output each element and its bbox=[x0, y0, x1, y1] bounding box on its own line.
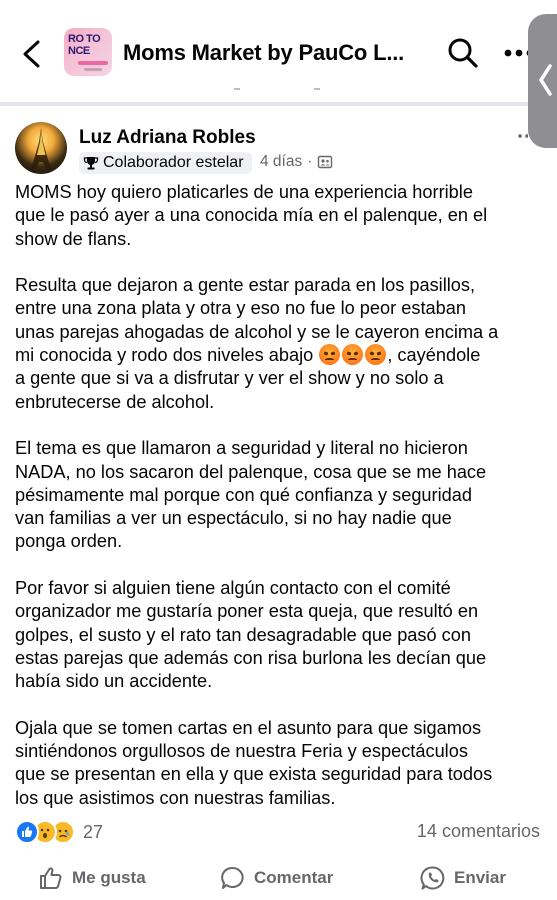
post-text-line: Por favor si alguien tiene algún contacto con el comité bbox=[15, 578, 451, 599]
group-thumbnail-text-1: RO TO bbox=[68, 33, 101, 45]
comments-count[interactable]: 14 comentarios bbox=[416, 821, 540, 841]
post-text-line: golpes, el susto y el rato tan desagradable que pasó con bbox=[15, 624, 472, 645]
like-button[interactable] bbox=[38, 858, 146, 898]
like-label: Me gusta bbox=[72, 868, 146, 887]
whatsapp-icon bbox=[420, 865, 446, 891]
post-text-line: sintiéndonos orgullosos de nuestra Feria y espectáculos bbox=[15, 741, 468, 762]
comment-icon bbox=[220, 865, 246, 891]
post-text-line: El tema es que llamaron a seguridad y literal no hicieron bbox=[15, 438, 468, 459]
top-bar bbox=[0, 0, 557, 104]
group-thumbnail-text-2: NCE bbox=[68, 45, 90, 57]
eiffel-tower-image bbox=[15, 122, 67, 174]
post-paragraph bbox=[15, 437, 543, 553]
post-options-icon[interactable] bbox=[518, 134, 528, 138]
post-paragraph bbox=[15, 181, 543, 251]
post-text-line: enbrutecerse de alcohol. bbox=[15, 391, 215, 412]
post-text-line: organizador me gustaría poner esta queja, que resultó en bbox=[15, 601, 479, 622]
angry-face-emoji-icon bbox=[365, 344, 386, 365]
post-paragraph bbox=[15, 717, 543, 810]
post-text-line: MOMS hoy quiero platicarles de una experiencia horrible bbox=[15, 182, 473, 202]
post-text-line: ponga orden. bbox=[15, 531, 123, 552]
post-text-line: Resulta que dejaron a gente estar parada en los pasillos, bbox=[15, 275, 476, 296]
badge-label: Colaborador estelar bbox=[103, 154, 244, 171]
post-text-line: Ojala que se tomen cartas en el asunto para que sigamos bbox=[15, 717, 482, 738]
post-text-line: mi conocida y rodo dos niveles abajo bbox=[15, 345, 314, 366]
back-arrow-icon[interactable] bbox=[18, 38, 46, 70]
post-text-line: pésimamente mal porque con qué confianza y seguridad bbox=[15, 484, 472, 505]
side-panel-chevron-icon bbox=[536, 62, 554, 98]
send-label: Enviar bbox=[454, 868, 506, 887]
post-text-line: que le pasó ayer a una conocida mía en el palenque, en el bbox=[15, 205, 488, 226]
group-privacy-icon bbox=[317, 154, 333, 170]
post-text-line: había sido un accidente. bbox=[15, 671, 213, 692]
author-name[interactable]: Luz Adriana Robles bbox=[79, 127, 256, 148]
post-meta bbox=[260, 153, 333, 171]
more-icon[interactable] bbox=[503, 46, 529, 60]
send-whatsapp-button[interactable] bbox=[420, 858, 506, 898]
post-text-fragment: , cayéndole bbox=[387, 345, 481, 366]
divider-mark bbox=[314, 88, 320, 90]
post-text-line: unas parejas ahogadas de alcohol y se le cayeron encima a bbox=[15, 321, 499, 342]
header-divider bbox=[0, 102, 528, 106]
angry-face-emoji-icon bbox=[319, 344, 340, 365]
post-text-line: los que asistimos con nuestras familias. bbox=[15, 787, 336, 808]
post-time[interactable]: 4 días bbox=[260, 153, 303, 170]
post-text-line: NADA, no los sacaron del palenque, cosa que se me hace bbox=[15, 461, 487, 482]
post-paragraph bbox=[15, 577, 543, 693]
post-text-line: estas parejas que además con risa burlona les decían que bbox=[15, 647, 487, 668]
action-bar bbox=[0, 858, 557, 898]
search-icon[interactable] bbox=[446, 36, 480, 70]
post-text-line: show de flans. bbox=[15, 228, 132, 249]
contributor-badge[interactable] bbox=[79, 152, 252, 174]
like-reaction-icon bbox=[15, 820, 39, 844]
reaction-count: 27 bbox=[83, 821, 104, 842]
post-body bbox=[15, 181, 543, 833]
avatar[interactable] bbox=[15, 122, 67, 174]
group-title[interactable]: Moms Market by PauCo L... bbox=[123, 40, 405, 65]
meta-separator: · bbox=[307, 153, 313, 170]
post-text-line: van familias a ver un espectáculo, si no hay nadie que bbox=[15, 508, 452, 529]
thumbnail-decoration bbox=[84, 68, 102, 71]
post-text-line: a gente que si va a disfrutar y ver el show y no solo a bbox=[15, 368, 444, 389]
angry-face-emoji-icon bbox=[342, 344, 363, 365]
divider-mark bbox=[234, 88, 240, 90]
post-text-line: entre una zona plata y otra y eso no fue lo peor estaban bbox=[15, 298, 466, 319]
post-paragraph bbox=[15, 274, 543, 414]
comment-label: Comentar bbox=[254, 868, 334, 887]
trophy-icon bbox=[83, 155, 99, 171]
comment-button[interactable] bbox=[220, 858, 333, 898]
thumbs-up-icon bbox=[38, 865, 64, 891]
group-thumbnail[interactable] bbox=[64, 28, 112, 76]
post-text-line: que se presentan en ella y que exista seguridad para todos bbox=[15, 764, 493, 785]
thumbnail-decoration bbox=[78, 61, 108, 65]
side-panel-handle[interactable] bbox=[528, 14, 557, 148]
reaction-summary[interactable] bbox=[15, 819, 103, 845]
